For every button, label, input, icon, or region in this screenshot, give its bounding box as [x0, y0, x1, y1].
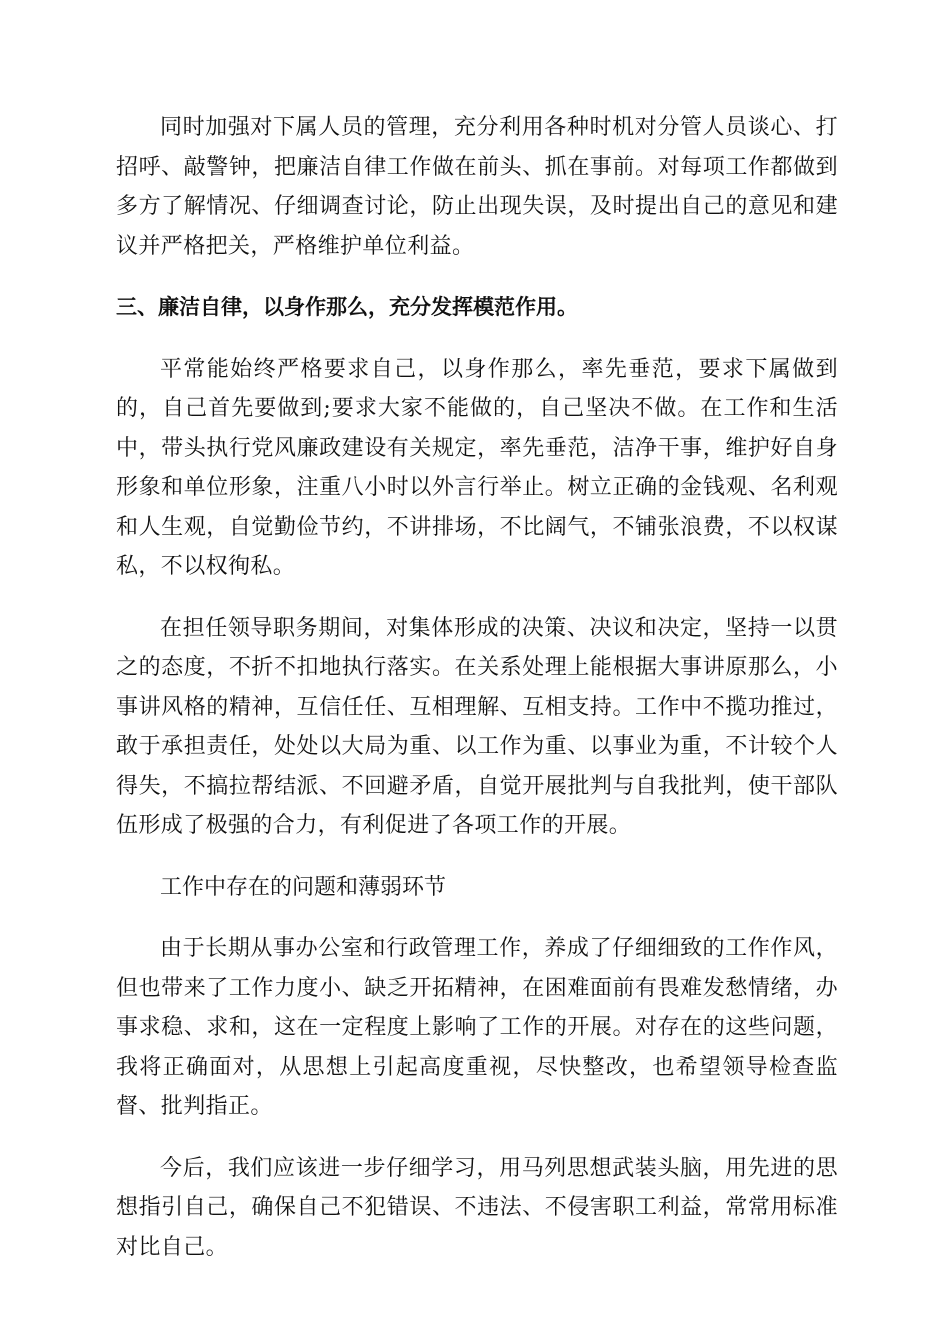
paragraph-self-discipline: 平常能始终严格要求自己，以身作那么，率先垂范，要求下属做到的，自己首先要做到;要求大家不能做的，自己坚决不做。在工作和生活中，带头执行党风廉政建设有关规定，率先垂范，洁净干事，维护好自身形象和单位形象，注重八小时以外言行举止。树立正确的金钱观、名利观和人生观，自觉勤俭节约，不讲排场，不比阔气，不铺张浪费，不以权谋私，不以权徇私。 — [116, 356, 838, 579]
paragraph-leadership: 在担任领导职务期间，对集体形成的决策、决议和决定，坚持一以贯之的态度，不折不扣地执行落实。在关系处理上能根据大事讲原那么，小事讲风格的精神，互信任任、互相理解、互相支持。工作中不揽功推过，敢于承担责任，处处以大局为重、以工作为重、以事业为重，不计较个人得失，不搞拉帮结派、不回避矛盾，自觉开展批判与自我批判，使干部队伍形成了极强的合力，有利促进了各项工作的开展。 — [116, 615, 838, 838]
paragraph-problems: 由于长期从事办公室和行政管理工作，养成了仔细细致的工作作风，但也带来了工作力度小、缺乏开拓精神，在困难面前有畏难发愁情绪，办事求稳、求和，这在一定程度上影响了工作的开展。对存在的这些问题，我将正确面对，从思想上引起高度重视，尽快整改，也希望领导检查监督、批判指正。 — [116, 936, 838, 1119]
section-heading-integrity: 三、廉洁自律，以身作那么，充分发挥模范作用。 — [116, 295, 578, 319]
paragraph-future: 今后，我们应该进一步仔细学习，用马列思想武装头脑，用先进的思想指引自己，确保自己不犯错误、不违法、不侵害职工利益，常常用标准对比自己。 — [116, 1155, 838, 1260]
subheading-problems: 工作中存在的问题和薄弱环节 — [160, 874, 447, 900]
document-page — [116, 108, 838, 1289]
paragraph-management: 同时加强对下属人员的管理，充分利用各种时机对分管人员谈心、打招呼、敲警钟，把廉洁自律工作做在前头、抓在事前。对每项工作都做到多方了解情况、仔细调查讨论，防止出现失误，及时提出自己的意见和建议并严格把关，严格维护单位利益。 — [116, 115, 838, 259]
